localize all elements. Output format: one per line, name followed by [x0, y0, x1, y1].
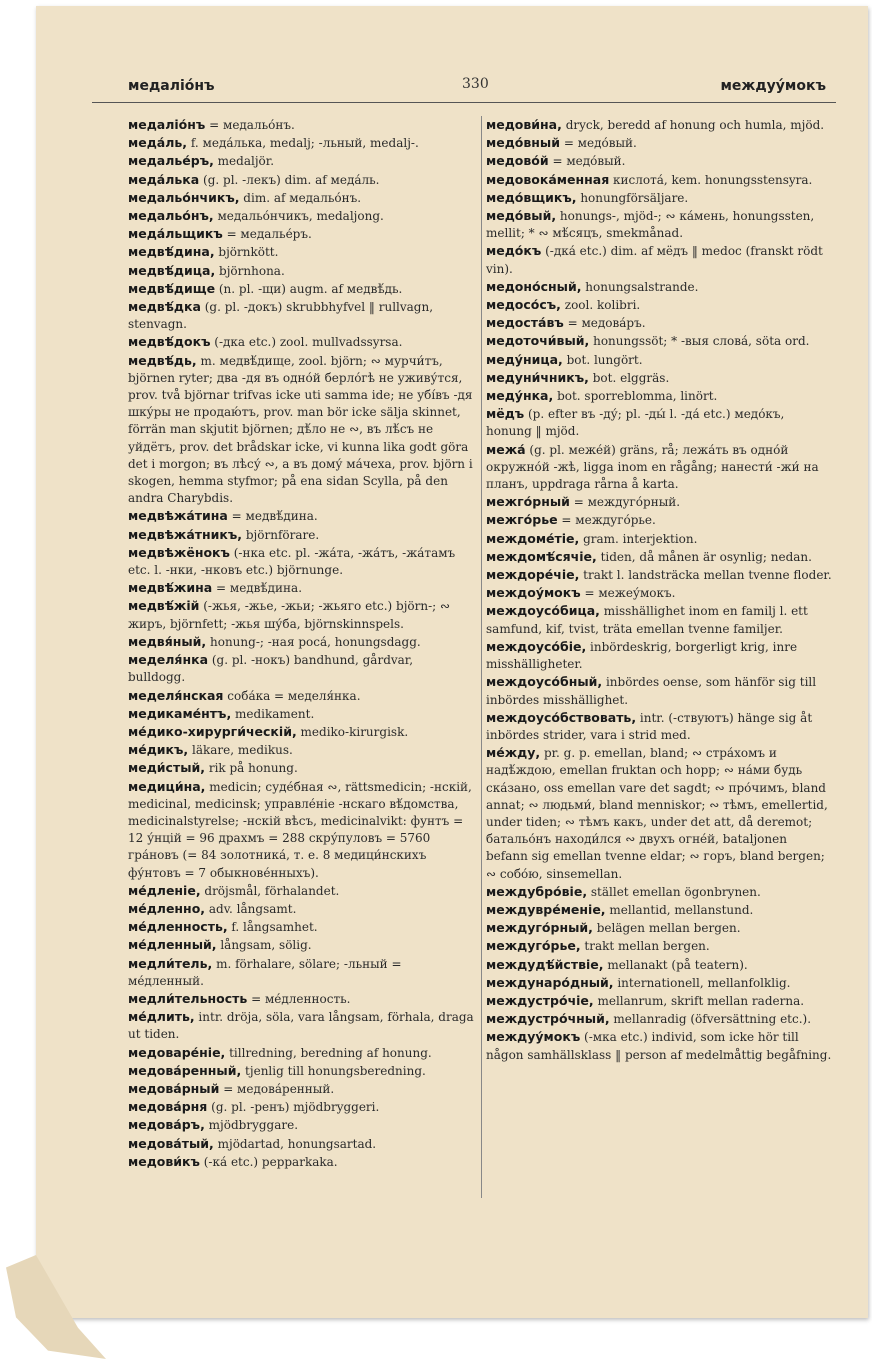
- entry-headword: междустро́чный,: [486, 1011, 610, 1027]
- entry-definition: medaljör.: [213, 154, 275, 169]
- dictionary-entry: [128, 1008, 474, 1043]
- entry-headword: междуго́рный,: [486, 920, 593, 936]
- entry-headword: междунаро́дный,: [486, 974, 614, 990]
- entry-definition: (-дка etc.) zool. mullvadssyrsa.: [210, 335, 403, 350]
- dictionary-entry: [128, 990, 474, 1008]
- entry-definition: belägen mellan bergen.: [592, 921, 741, 936]
- dictionary-entry: [486, 883, 832, 901]
- dictionary-entry: [128, 544, 474, 579]
- entry-headword: междоусо́бный,: [486, 674, 603, 690]
- dictionary-entry: [486, 937, 832, 955]
- dictionary-entry: [128, 262, 474, 280]
- entry-headword: медова́ръ,: [128, 1117, 205, 1133]
- dictionary-entry: [486, 152, 832, 170]
- dictionary-entry: [128, 723, 474, 741]
- entry-headword: медвя́ный,: [128, 633, 207, 649]
- dictionary-entry: [486, 530, 832, 548]
- dictionary-entry: [486, 744, 832, 883]
- entry-definition: = междуго́рный.: [569, 495, 681, 510]
- entry-headword: ме́дленный,: [128, 937, 217, 953]
- entry-headword: медоваре́ніе,: [128, 1044, 226, 1060]
- header-right-headword: междуу́мокъ: [720, 78, 826, 94]
- entry-headword: междоусо́бица,: [486, 603, 600, 619]
- entry-headword: медовока́менная: [486, 171, 610, 187]
- dictionary-entry: [128, 705, 474, 723]
- entry-headword: междуго́рье,: [486, 938, 581, 954]
- entry-definition: = медальо́нъ.: [205, 118, 295, 132]
- dictionary-entry: [486, 189, 832, 207]
- entry-definition: tiden, då månen är osynlig; nedan.: [596, 549, 812, 564]
- entry-headword: медова́рня: [128, 1099, 208, 1115]
- dictionary-entry: [486, 673, 832, 708]
- dictionary-entry: [128, 1098, 474, 1116]
- entry-headword: медалье́ръ,: [128, 153, 214, 169]
- entry-headword: медова́рный: [128, 1080, 220, 1096]
- entry-headword: медово́й: [486, 153, 549, 169]
- dictionary-entry: [128, 243, 474, 261]
- dictionary-entry: [128, 152, 474, 170]
- dictionary-entry: [486, 548, 832, 566]
- right-column: [486, 116, 832, 1064]
- entry-headword: междоме́тіе,: [486, 530, 580, 546]
- dictionary-entry: [486, 919, 832, 937]
- entry-headword: медови́на,: [486, 117, 562, 132]
- entry-definition: = медо́вый.: [560, 136, 637, 151]
- entry-headword: ме́длить,: [128, 1009, 195, 1025]
- entry-definition: tillredning, beredning af honung.: [225, 1045, 432, 1060]
- dictionary-entry: [486, 1028, 832, 1063]
- entry-headword: меделя́нская: [128, 687, 224, 703]
- entry-headword: междомѣ́сячіе,: [486, 548, 597, 564]
- entry-headword: медвѣжа́тникъ,: [128, 526, 243, 542]
- entry-definition: = медо́вый.: [548, 154, 626, 169]
- entry-headword: медли́тельность: [128, 990, 248, 1006]
- entry-definition: mjödbryggare.: [204, 1118, 299, 1133]
- entry-definition: inbördeskrig, borgerligt krig, inre misshälligheter.: [486, 639, 798, 672]
- dictionary-entry: [128, 1116, 474, 1134]
- entry-headword: медици́на,: [128, 778, 206, 794]
- entry-definition: pr. g. p. emellan, bland; ∾ стра́хомъ и надѣ́ждою, emellan fruktan och hopp; ∾ на́ми будь ска́зано, oss emellan vare det sagdt; ∾ про́чимъ, bland annat; ∾ людьми́, bland menniskor; ∾ тѣмъ, emellertid, under tiden; ∾ тѣмъ какъ, under det att, då deremot; батальо́нъ находи́лся ∾ двухъ огне́й, bataljonen befann sig emellan tvenne eldar; ∾ горъ, bland bergen; ∾ собо́ю, sinsemellan.: [486, 746, 828, 881]
- entry-headword: медвѣ́дина,: [128, 244, 215, 260]
- entry-headword: медо́къ: [486, 243, 542, 259]
- entry-definition: (n. pl. -щи) augm. af медвѣ́дь.: [215, 281, 403, 296]
- entry-definition: (g. pl. -лекъ) dim. af меда́ль.: [199, 172, 380, 187]
- entry-headword: меда́лька: [128, 171, 200, 187]
- entry-definition: honungsalstrande.: [581, 279, 699, 294]
- entry-definition: dim. af медальо́нъ.: [239, 190, 362, 205]
- entry-definition: långsam, sölig.: [216, 938, 312, 953]
- dictionary-entry: [128, 651, 474, 686]
- dictionary-entry: [128, 741, 474, 759]
- entry-headword: междоре́чіе,: [486, 567, 580, 583]
- entry-headword: междуу́мокъ: [486, 1029, 581, 1045]
- entry-definition: adv. långsamt.: [205, 901, 297, 916]
- dictionary-entry: [128, 936, 474, 954]
- entry-headword: меду́нка,: [486, 388, 554, 404]
- page-number: 330: [462, 76, 489, 92]
- dictionary-entry: [486, 351, 832, 369]
- entry-definition: = ме́дленность.: [247, 991, 351, 1006]
- entry-definition: mellanakt (på teatern).: [603, 957, 748, 972]
- entry-definition: = медвѣ́дина.: [227, 509, 318, 524]
- entry-definition: läkare, medikus.: [188, 743, 293, 758]
- entry-headword: медвѣ́докъ: [128, 334, 211, 350]
- entry-headword: медвѣжёнокъ: [128, 544, 230, 560]
- dictionary-entry: [486, 602, 832, 637]
- entry-definition: (-нка etc. pl. -жа́та, -жа́тъ, -жа́тамъ etc. l. -нки, -нковъ etc.) björnunge.: [128, 545, 456, 578]
- entry-definition: m. förhalare, sölare; -льный = ме́дленный.: [128, 956, 402, 988]
- dictionary-entry: [486, 1010, 832, 1028]
- entry-definition: björnkött.: [214, 245, 279, 260]
- dictionary-entry: [486, 116, 832, 134]
- entry-definition: internationell, mellanfolklig.: [613, 975, 791, 990]
- entry-definition: (g. pl. -ренъ) mjödbryggeri.: [207, 1100, 380, 1115]
- entry-headword: ме́дленность,: [128, 919, 228, 935]
- entry-definition: honung-; -ная роса́, honungsdagg.: [206, 634, 421, 649]
- entry-definition: trakt l. landsträcka mellan tvenne floder.: [579, 568, 832, 583]
- entry-definition: intr. dröja, söla, vara långsam, förhala, draga ut tiden.: [128, 1010, 474, 1042]
- dictionary-entry: [128, 1080, 474, 1098]
- entry-definition: (g. pl. -докъ) skrubbhyfvel ‖ rullvagn, stenvagn.: [128, 300, 434, 332]
- left-column: [128, 116, 474, 1171]
- entry-definition: mjödartad, honungsartad.: [213, 1136, 377, 1151]
- dictionary-entry: [486, 638, 832, 673]
- entry-definition: trakt mellan bergen.: [580, 939, 710, 954]
- entry-definition: mellantid, mellanstund.: [605, 902, 754, 917]
- entry-definition: dryck, beredd af honung och humla, mjöd.: [561, 118, 825, 132]
- dictionary-entry: [486, 441, 832, 494]
- dictionary-entry: [128, 171, 474, 189]
- entry-definition: rik på honung.: [205, 761, 298, 776]
- entry-headword: медо́вщикъ,: [486, 189, 577, 205]
- entry-definition: (-ка́ etc.) pepparkaka.: [199, 1154, 338, 1169]
- entry-headword: ме́дленно,: [128, 900, 206, 916]
- dictionary-entry: [128, 1062, 474, 1080]
- entry-definition: = междуго́рье.: [557, 513, 656, 528]
- entry-headword: медальо́нъ,: [128, 208, 214, 224]
- dictionary-entry: [128, 1044, 474, 1062]
- entry-headword: медвѣ́жій: [128, 598, 200, 614]
- entry-headword: медли́тель,: [128, 955, 213, 971]
- dictionary-entry: [128, 333, 474, 351]
- entry-headword: меделя́нка: [128, 652, 209, 668]
- entry-headword: ме́дленіе,: [128, 882, 201, 898]
- dictionary-entry: [128, 778, 474, 882]
- entry-headword: меда́ль,: [128, 135, 188, 151]
- dictionary-entry: [486, 278, 832, 296]
- entry-definition: соба́ка = меделя́нка.: [223, 688, 361, 703]
- dictionary-entry: [128, 918, 474, 936]
- entry-headword: меда́льщикъ: [128, 226, 223, 242]
- entry-headword: медальо́нчикъ,: [128, 189, 240, 205]
- entry-definition: mellanradig (öfversättning etc.).: [609, 1012, 812, 1027]
- entry-definition: tjenlig till honungsberedning.: [241, 1063, 426, 1078]
- entry-headword: медвѣ́жина: [128, 580, 213, 596]
- entry-definition: (g. pl. -нокъ) bandhund, gårdvar, bulldogg.: [128, 653, 414, 685]
- dictionary-entry: [486, 493, 832, 511]
- entry-definition: = медалье́ръ.: [222, 227, 312, 242]
- entry-definition: f. меда́лька, medalj; -льный, medalj-.: [187, 136, 419, 151]
- dictionary-entry: [128, 597, 474, 632]
- entry-headword: медвѣ́дка: [128, 299, 201, 315]
- entry-definition: = медова́ръ.: [563, 316, 646, 331]
- entry-headword: медвѣжа́тина: [128, 508, 228, 524]
- dictionary-entry: [128, 134, 474, 152]
- entry-definition: (-мка etc.) individ, som icke hör till någon samhällsklass ‖ person af medelmåttig begåfning.: [486, 1030, 832, 1062]
- dictionary-entry: [128, 189, 474, 207]
- entry-headword: медвѣ́дь,: [128, 352, 197, 368]
- entry-headword: межа́: [486, 441, 526, 457]
- entry-definition: misshällighet inom en familj l. ett samfund, kif, tvist, träta emellan tvenne familjer.: [486, 604, 808, 636]
- entry-headword: медова́ренный,: [128, 1062, 242, 1078]
- entry-headword: межго́рный: [486, 494, 570, 510]
- dictionary-entry: [486, 387, 832, 405]
- dictionary-entry: [128, 900, 474, 918]
- entry-headword: медоно́сный,: [486, 278, 582, 294]
- dictionary-entry: [128, 1135, 474, 1153]
- entry-headword: ме́жду,: [486, 745, 541, 761]
- entry-definition: honungs-, mjöd-; ∾ ка́мень, honungssten, mellit; * ∾ мѣ́сяцъ, smekmånad.: [486, 209, 815, 241]
- entry-definition: bot. elggräs.: [588, 370, 670, 385]
- entry-definition: stället emellan ögonbrynen.: [587, 884, 761, 899]
- entry-headword: мёдъ: [486, 406, 525, 422]
- dictionary-entry: [128, 507, 474, 525]
- entry-definition: bot. sporreblomma, linört.: [553, 389, 718, 404]
- dictionary-entry: [486, 314, 832, 332]
- entry-headword: ме́дикъ,: [128, 742, 189, 758]
- entry-headword: медо́вный: [486, 135, 560, 151]
- entry-definition: (g. pl. меже́й) gräns, rå; лежа́ть въ одно́й окружно́й -жѣ, ligga inom en rågång; нанести́ -жи́ на планъ, uppdraga rårna å karta.: [486, 442, 819, 492]
- entry-headword: медоста́въ: [486, 315, 564, 331]
- entry-headword: медвѣ́дище: [128, 280, 216, 296]
- entry-headword: междувре́меніе,: [486, 901, 606, 917]
- dictionary-entry: [486, 901, 832, 919]
- dictionary-entry: [486, 134, 832, 152]
- dictionary-entry: [486, 405, 832, 440]
- entry-headword: медови́къ: [128, 1153, 200, 1169]
- entry-headword: медуни́чникъ,: [486, 369, 589, 385]
- dictionary-entry: [128, 207, 474, 225]
- dictionary-entry: [486, 207, 832, 242]
- dictionary-entry: [128, 579, 474, 597]
- column-divider: [481, 116, 482, 1198]
- dictionary-entry: [486, 296, 832, 314]
- entry-headword: медова́тый,: [128, 1135, 214, 1151]
- dictionary-entry: [486, 566, 832, 584]
- dictionary-entry: [486, 369, 832, 387]
- dictionary-entry: [128, 633, 474, 651]
- entry-definition: m. медвѣ́дище, zool. björn; ∾ мурчи́тъ, björnen ryter; два -дя въ одно́й берло́гѣ не уживу́тся, prov. två björnar trifvas icke uti samma ide; не убі́въ -дя шку́ры не продаю́тъ, prov. man bör icke sälja skinnet, förrän man skjutit björnen; дѣ́ло не ∾, въ лѣ́съ не уйдётъ, prov. det brådskar icke, vi kunna lika godt göra det i morgon; въ лѣсу́ ∾, а въ дому́ ма́чеха, prov. björn i skogen, hemma styfmor; på ena sidan Scylla, på den andra Charybdis.: [128, 353, 473, 506]
- entry-headword: междудѣ́йствіе,: [486, 956, 604, 972]
- entry-definition: honungssöt; * -выя слова́, söta ord.: [589, 334, 810, 349]
- dictionary-entry: [128, 116, 474, 134]
- entry-headword: меди́стый,: [128, 760, 206, 776]
- entry-definition: medikament.: [231, 706, 315, 721]
- dictionary-entry: [128, 298, 474, 333]
- entry-definition: (-жья, -жье, -жьи; -жьяго etc.) björn-; ∾ жиръ, björnfett; -жья шу́ба, björnskinnspels.: [128, 599, 451, 631]
- entry-definition: björnförare.: [242, 527, 320, 542]
- entry-definition: кислота́, kem. honungsstensyra.: [609, 172, 813, 187]
- entry-definition: = медова́ренный.: [219, 1081, 335, 1096]
- dictionary-entry: [486, 171, 832, 189]
- dictionary-entry: [486, 956, 832, 974]
- entry-definition: dröjsmål, förhalandet.: [200, 883, 340, 898]
- entry-headword: медвѣ́дица,: [128, 262, 216, 278]
- dictionary-entry: [128, 955, 474, 990]
- entry-definition: honungförsäljare.: [576, 190, 689, 205]
- dictionary-entry: [128, 882, 474, 900]
- dictionary-entry: [128, 352, 474, 508]
- entry-definition: björnhona.: [215, 263, 285, 278]
- header-left-headword: медаліо́нъ: [128, 78, 215, 94]
- entry-headword: меду́ница,: [486, 351, 563, 367]
- entry-headword: междубро́віе,: [486, 883, 588, 899]
- entry-definition: intr. (-ствуютъ) hänge sig åt inbördes strider, vara i strid med.: [486, 710, 813, 742]
- dictionary-entry: [128, 225, 474, 243]
- entry-definition: mellanrum, skrift mellan raderna.: [593, 993, 805, 1008]
- dictionary-entry: [128, 759, 474, 777]
- entry-headword: междоусо́біе,: [486, 638, 587, 654]
- entry-definition: (-дка́ etc.) dim. af мёдъ ‖ medoc (franskt rödt vin).: [486, 244, 823, 276]
- entry-definition: mediko-kirurgisk.: [296, 724, 409, 739]
- entry-definition: zool. kolibri.: [560, 298, 641, 313]
- dictionary-entry: [128, 687, 474, 705]
- entry-definition: medicin; суде́бная ∾, rättsmedicin; -нскій, medicinal, medicinsk; управле́ніе -нскаго вѣ́домства, medicinalstyrelse; -нскій вѣсъ, medicinalvikt: фунтъ = 12 у́нцій = 96 драхмъ = 288 скру́пуловъ = 5760 гра́новъ (= 84 золотника́, т. е. 8 медици́нскихъ фу́нтовъ = 7 обыкнове́нныхъ).: [128, 779, 472, 880]
- entry-headword: медикаме́нтъ,: [128, 705, 232, 721]
- dictionary-entry: [486, 709, 832, 744]
- entry-headword: медоточи́вый,: [486, 333, 590, 349]
- dictionary-entry: [486, 332, 832, 350]
- dictionary-entry: [486, 511, 832, 529]
- entry-definition: = медвѣ́дина.: [212, 581, 303, 596]
- dictionary-entry: [486, 992, 832, 1010]
- dictionary-entry: [486, 584, 832, 602]
- dictionary-entry: [128, 280, 474, 298]
- entry-headword: междустро́чіе,: [486, 992, 594, 1008]
- entry-headword: междоу́мокъ: [486, 585, 581, 601]
- entry-headword: медосо́съ,: [486, 297, 561, 313]
- entry-definition: медальо́нчикъ, medaljong.: [213, 209, 384, 224]
- entry-definition: inbördes oense, som hänför sig till inbördes misshällighet.: [486, 675, 817, 707]
- entry-definition: = межеу́мокъ.: [580, 586, 676, 601]
- page-header: [92, 72, 836, 103]
- entry-headword: междоусо́бствовать,: [486, 709, 637, 725]
- entry-headword: ме́дико-хирурги́ческій,: [128, 723, 297, 739]
- dictionary-entry: [486, 974, 832, 992]
- entry-headword: медо́вый,: [486, 208, 557, 224]
- entry-definition: gram. interjektion.: [579, 531, 698, 546]
- entry-definition: bot. lungört.: [562, 352, 643, 367]
- dictionary-entry: [486, 242, 832, 277]
- entry-definition: f. långsamhet.: [227, 920, 318, 935]
- dictionary-entry: [128, 1153, 474, 1171]
- entry-headword: межго́рье: [486, 512, 558, 528]
- dictionary-entry: [128, 526, 474, 544]
- entry-definition: (p. efter въ -ду́; pl. -ды́ l. -да́ etc.) медо́къ, honung ‖ mjöd.: [486, 407, 785, 439]
- entry-headword: медаліо́нъ: [128, 117, 206, 132]
